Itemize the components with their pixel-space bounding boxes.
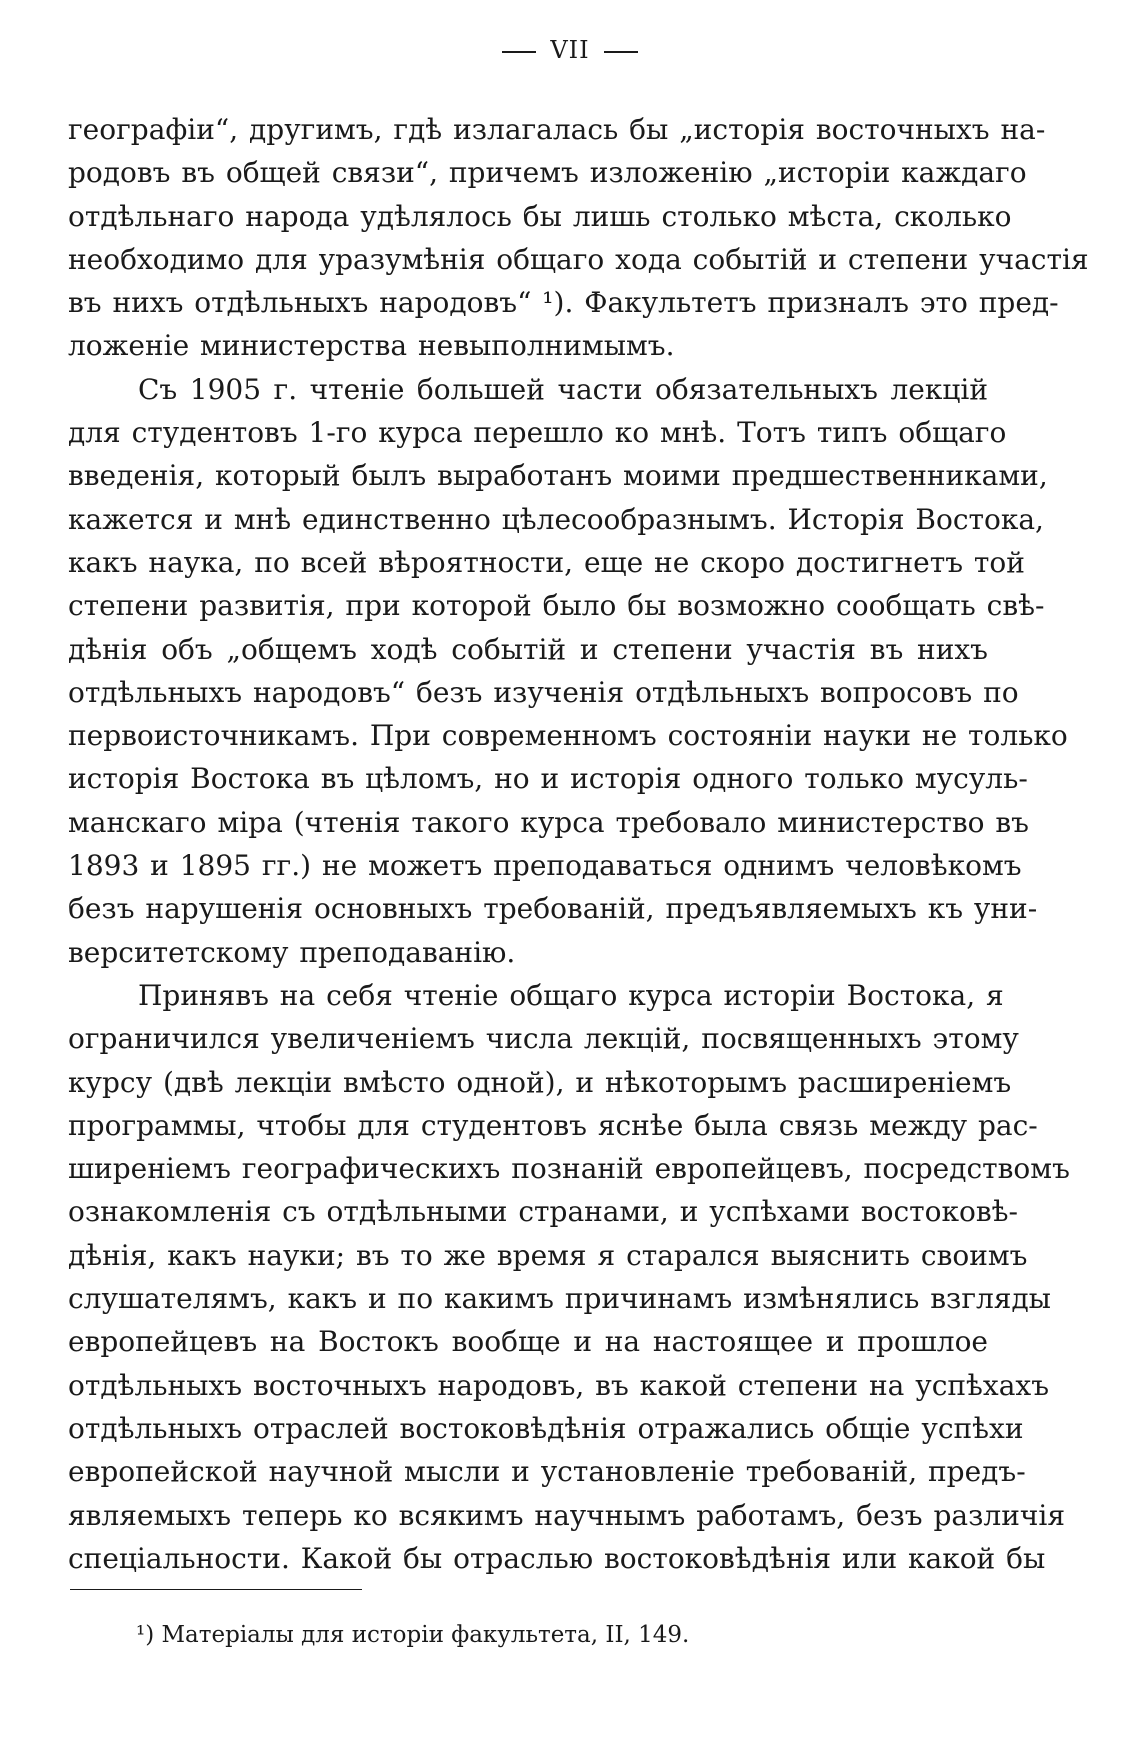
running-head bbox=[0, 36, 1140, 64]
text-line: слушателямъ, какъ и по какимъ причинамъ измѣнялись взгляды bbox=[68, 1282, 1051, 1316]
text-line: отдѣльныхъ восточныхъ народовъ, въ какой степени на успѣхахъ bbox=[68, 1368, 1050, 1402]
text-line: ложеніе министерства невыполнимымъ. bbox=[68, 329, 675, 363]
text-line: введенія, который былъ выработанъ моими предшественниками, bbox=[68, 459, 1048, 493]
text-line: дѣнія, какъ науки; въ то же время я старался выяснить своимъ bbox=[68, 1238, 1028, 1272]
text-line: дѣнія объ „общемъ ходѣ событій и степени участія въ нихъ bbox=[68, 632, 988, 666]
text-line: безъ нарушенія основныхъ требованій, предъявляемыхъ къ уни- bbox=[68, 892, 1038, 926]
paragraph-start-line: Съ 1905 г. чтеніе большей части обязательныхъ лекцій bbox=[138, 372, 988, 406]
text-line: исторія Востока въ цѣломъ, но и исторія одного только мусуль- bbox=[68, 762, 1028, 796]
text-line: необходимо для уразумѣнія общаго хода событій и степени участія bbox=[68, 242, 1089, 276]
paragraph-start-line: Принявъ на себя чтеніе общаго курса исторіи Востока, я bbox=[138, 978, 1004, 1012]
text-line: ограничился увеличеніемъ числа лекцій, посвященныхъ этому bbox=[68, 1022, 1019, 1056]
text-line: 1893 и 1895 гг.) не можетъ преподаваться однимъ человѣкомъ bbox=[68, 849, 1022, 883]
text-line: какъ наука, по всей вѣроятности, еще не скоро достигнетъ той bbox=[68, 545, 1025, 579]
text-line: родовъ въ общей связи“, причемъ изложенію „исторіи каждаго bbox=[68, 156, 1027, 190]
right-dash bbox=[604, 51, 638, 53]
page-number: VII bbox=[550, 36, 590, 64]
text-line: программы, чтобы для студентовъ яснѣе была связь между рас- bbox=[68, 1108, 1038, 1142]
text-line: кажется и мнѣ единственно цѣлесообразнымъ. Исторія Востока, bbox=[68, 502, 1044, 536]
text-line: отдѣльнаго народа удѣлялось бы лишь столько мѣста, сколько bbox=[68, 199, 1012, 233]
text-line: ознакомленія съ отдѣльными странами, и успѣхами востоковѣ- bbox=[68, 1195, 1018, 1229]
text-line: для студентовъ 1-го курса перешло ко мнѣ. Тотъ типъ общаго bbox=[68, 416, 1007, 450]
footnote-divider bbox=[70, 1589, 362, 1590]
text-line: отдѣльныхъ отраслей востоковѣдѣнія отражались общіе успѣхи bbox=[68, 1411, 1024, 1445]
text-line: отдѣльныхъ народовъ“ безъ изученія отдѣльныхъ вопросовъ по bbox=[68, 675, 1019, 709]
footnote: ¹) Матеріалы для исторіи факультета, II, 149. bbox=[136, 1622, 690, 1648]
text-line: первоисточникамъ. При современномъ состояніи науки не только bbox=[68, 719, 1068, 753]
text-line: являемыхъ теперь ко всякимъ научнымъ работамъ, безъ различія bbox=[68, 1498, 1065, 1532]
text-line: верситетскому преподаванію. bbox=[68, 935, 516, 969]
text-line: географіи“, другимъ, гдѣ излагалась бы „исторія восточныхъ на- bbox=[68, 113, 1046, 146]
text-line: курсу (двѣ лекціи вмѣсто одной), и нѣкоторымъ расширеніемъ bbox=[68, 1065, 1012, 1099]
text-line: европейцевъ на Востокъ вообще и на настоящее и прошлое bbox=[68, 1325, 988, 1359]
text-line: ширеніемъ географическихъ познаній европейцевъ, посредствомъ bbox=[68, 1152, 1070, 1186]
text-line: европейской научной мысли и установленіе требованій, предъ- bbox=[68, 1455, 1026, 1489]
left-dash bbox=[502, 51, 536, 53]
text-line: спеціальности. Какой бы отраслью востоковѣдѣнія или какой бы bbox=[68, 1541, 1046, 1575]
text-line: манскаго міра (чтенія такого курса требовало министерство въ bbox=[68, 805, 1029, 839]
text-line: степени развитія, при которой было бы возможно сообщать свѣ- bbox=[68, 589, 1045, 623]
text-line: въ нихъ отдѣльныхъ народовъ“ ¹). Факультетъ призналъ это пред- bbox=[68, 286, 1059, 320]
body-text bbox=[68, 108, 1089, 1580]
